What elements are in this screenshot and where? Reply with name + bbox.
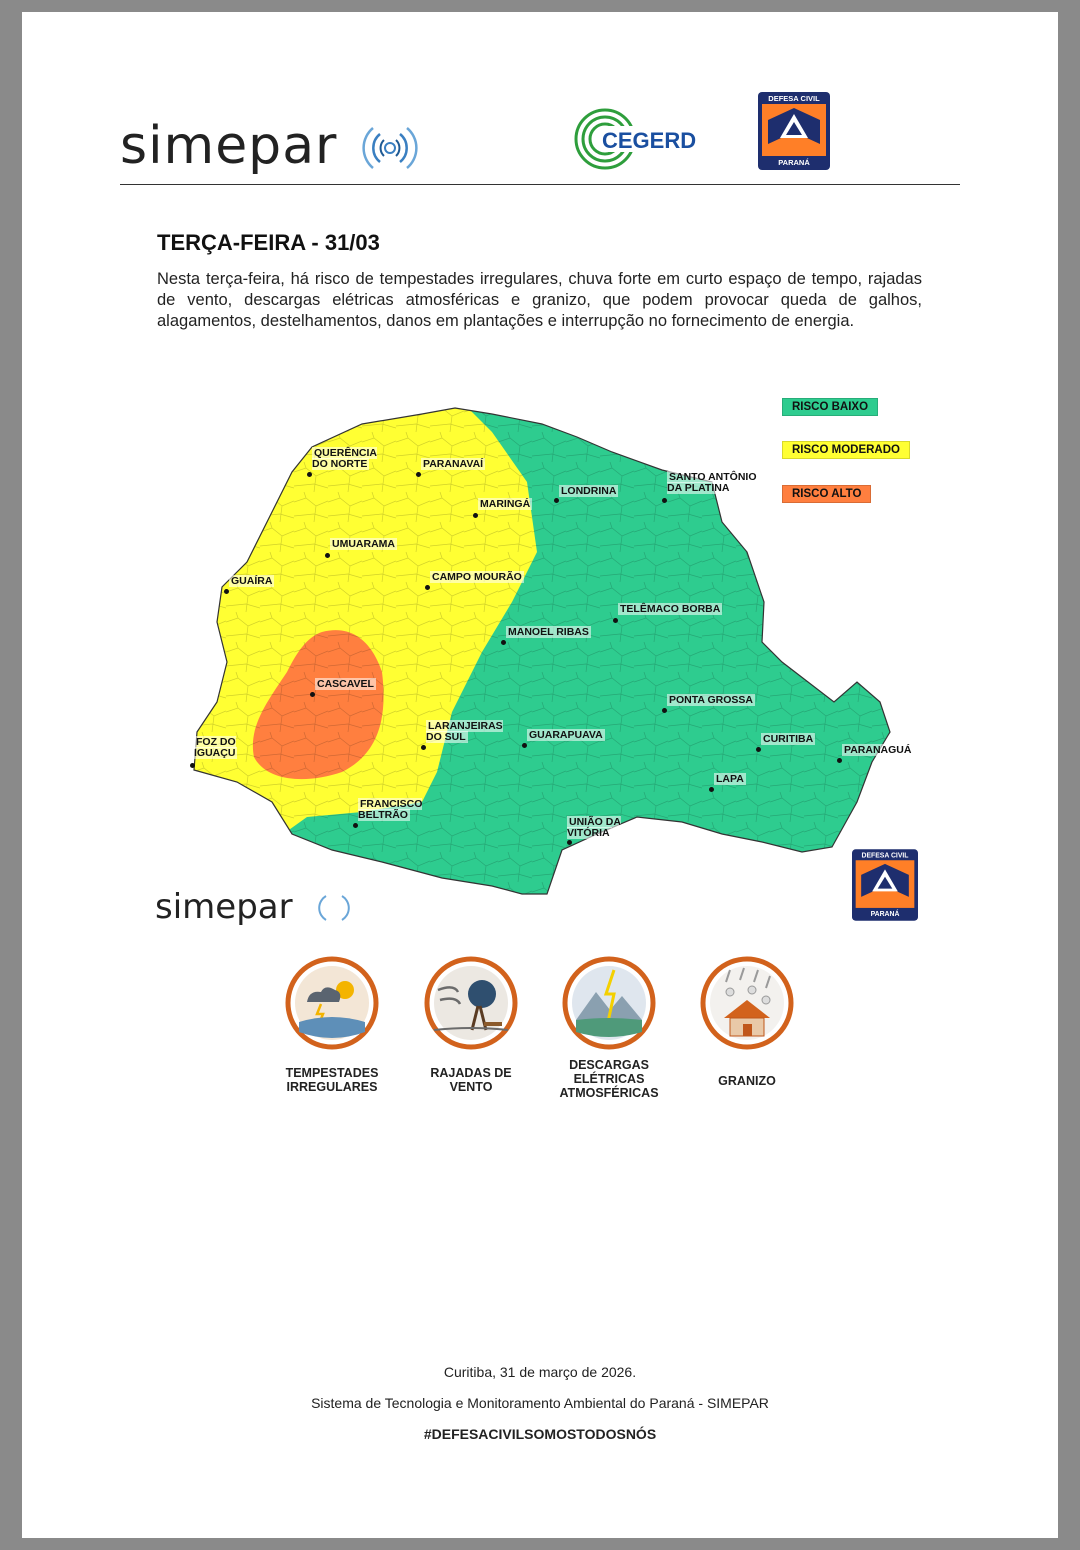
- city-dot: [554, 498, 559, 503]
- hazard-storm-label: TEMPESTADES IRREGULARES: [285, 1066, 379, 1094]
- storm-icon: [285, 956, 379, 1050]
- footer-date: Curitiba, 31 de março de 2026.: [443, 1364, 637, 1380]
- svg-text:DEFESA CIVIL: DEFESA CIVIL: [861, 852, 909, 860]
- city-dot: [416, 472, 421, 477]
- lightning-icon: [562, 956, 656, 1050]
- city-label: CURITIBA: [763, 733, 814, 745]
- city-dot: [224, 589, 229, 594]
- city-label: MARINGÁ: [480, 498, 531, 510]
- city-dot: [307, 472, 312, 477]
- svg-text:CEGERD: CEGERD: [602, 128, 697, 153]
- hazard-hail-label: GRANIZO: [718, 1074, 776, 1088]
- legend-moderate-label: RISCO MODERADO: [792, 444, 900, 456]
- city-label: LONDRINA: [561, 485, 617, 497]
- hazard-storm: [272, 956, 392, 1094]
- hail-icon: [700, 956, 794, 1050]
- legend-high: [782, 485, 871, 503]
- city-label: GUARAPUAVA: [529, 729, 603, 741]
- city-dot: [190, 763, 195, 768]
- city-label: CASCAVEL: [317, 678, 374, 690]
- legend-low: [782, 398, 878, 416]
- city-dot: [709, 787, 714, 792]
- city-dot: [425, 585, 430, 590]
- hazard-wind: [411, 956, 531, 1094]
- bulletin-title: TERÇA-FEIRA - 31/03: [157, 230, 380, 255]
- city-dot: [421, 745, 426, 750]
- city-dot: [662, 708, 667, 713]
- city-label: QUERÊNCIA DO NORTE: [312, 447, 378, 470]
- city-label: UMUARAMA: [332, 538, 395, 550]
- legend-moderate: [782, 441, 910, 459]
- city-dot: [662, 498, 667, 503]
- city-label: FRANCISCO BELTRÃO: [358, 798, 423, 821]
- city-dot: [501, 640, 506, 645]
- hazard-hail: [687, 956, 807, 1088]
- city-label: PONTA GROSSA: [669, 694, 754, 706]
- map-wave-icon: [314, 892, 354, 924]
- city-dot: [837, 758, 842, 763]
- city-dot: [310, 692, 315, 697]
- city-dot: [353, 823, 358, 828]
- bulletin-description: Nesta terça-feira, há risco de tempestades irregulares, chuva forte em curto espaço de tempo, rajadas de vento, descargas elétricas atmosféricas e granizo, que podem provocar queda de galhos, alagamentos, destelhamentos, danos em plantações e interrupção no fornecimento de energia.: [157, 270, 922, 330]
- hazard-lightning: [549, 956, 669, 1100]
- city-label: LAPA: [716, 773, 744, 785]
- legend-high-label: RISCO ALTO: [792, 488, 862, 500]
- svg-text:DEFESA CIVIL: DEFESA CIVIL: [768, 94, 820, 103]
- city-label: PARANAGUÁ: [844, 744, 912, 756]
- city-dot: [325, 553, 330, 558]
- city-label: LARANJEIRAS DO SUL: [426, 720, 503, 743]
- city-label: MANOEL RIBAS: [508, 626, 589, 638]
- city-label: SANTO ANTÔNIO DA PLATINA: [667, 471, 757, 494]
- map-simepar-logo: simepar: [155, 887, 293, 927]
- footer-org: Sistema de Tecnologia e Monitoramento Ambiental do Paraná - SIMEPAR: [311, 1395, 769, 1411]
- city-dot: [567, 840, 572, 845]
- city-label: GUAÍRA: [231, 575, 273, 587]
- legend-low-label: RISCO BAIXO: [792, 401, 869, 413]
- svg-text:PARANÁ: PARANÁ: [778, 158, 810, 167]
- city-label: TELÊMACO BORBA: [620, 603, 721, 615]
- wind-icon: [424, 956, 518, 1050]
- simepar-logo: simepar: [120, 116, 338, 176]
- city-dot: [613, 618, 618, 623]
- bulletin-page: [22, 12, 1058, 1538]
- city-label: UNIÃO DA VITÓRIA: [567, 816, 621, 839]
- city-dot: [473, 513, 478, 518]
- hazard-wind-label: RAJADAS DE VENTO: [430, 1066, 512, 1094]
- map-defesa-civil-logo: [852, 849, 918, 921]
- hazard-lightning-label: DESCARGAS ELÉTRICAS ATMOSFÉRICAS: [559, 1058, 659, 1100]
- footer-hashtag: #DEFESACIVILSOMOSTODOSNÓS: [423, 1426, 657, 1442]
- city-label: PARANAVAÍ: [423, 458, 484, 470]
- city-dot: [756, 747, 761, 752]
- city-dot: [522, 743, 527, 748]
- city-label: CAMPO MOURÃO: [432, 571, 522, 583]
- svg-text:PARANÁ: PARANÁ: [870, 911, 900, 919]
- city-label: FOZ DO IGUAÇU: [194, 736, 236, 759]
